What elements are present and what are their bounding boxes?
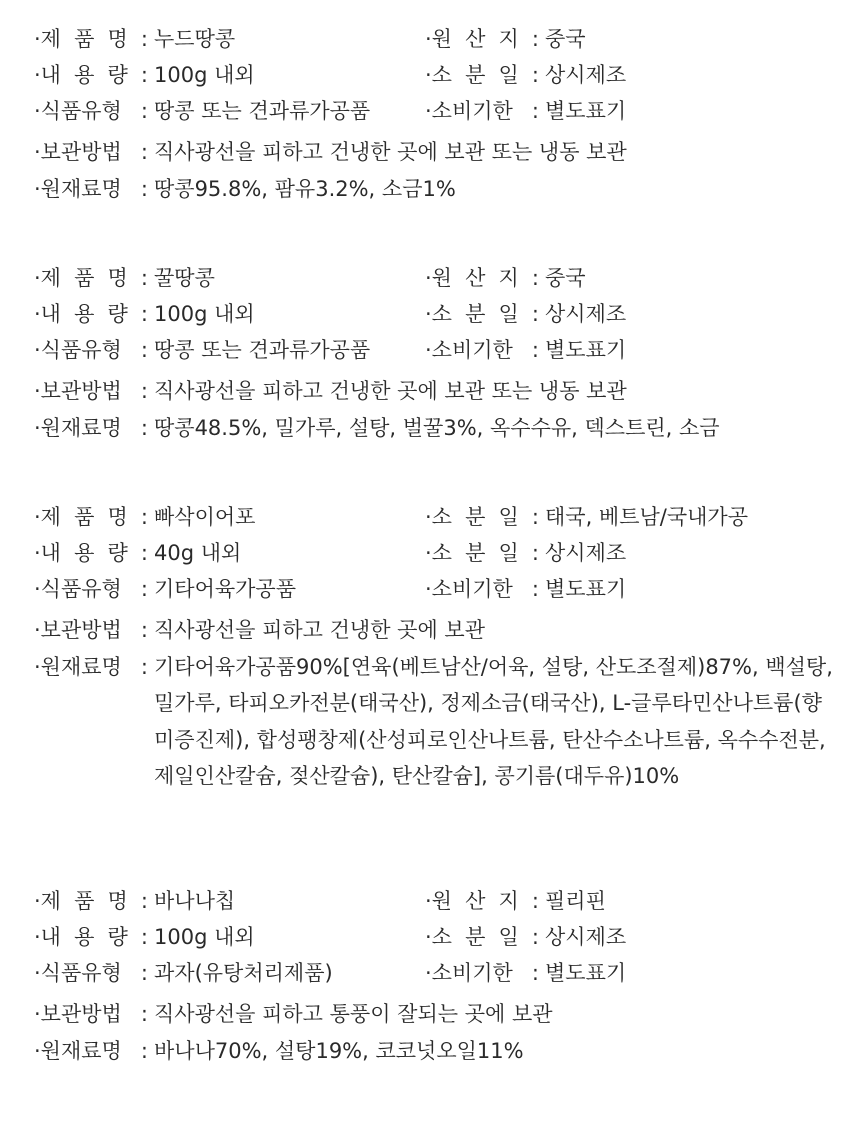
volume-label: ·내 용 량 : (34, 541, 148, 565)
storage-label: ·보관방법 : (34, 618, 148, 642)
volume-value: 100g 내외 (154, 63, 255, 87)
name-row (0, 886, 860, 916)
volume-label: ·내 용 량 : (34, 63, 148, 87)
ingredients-row (0, 174, 860, 204)
origin-label: ·소 분 일 : (425, 505, 539, 529)
storage-label: ·보관방법 : (34, 1002, 148, 1026)
expiry-value: 별도표기 (545, 99, 627, 123)
volume-value: 100g 내외 (154, 925, 255, 949)
type-label: ·식품유형 : (34, 338, 148, 362)
name-value: 바나나칩 (154, 889, 236, 913)
expiry-value: 별도표기 (545, 961, 627, 985)
name-row (0, 502, 860, 532)
ingredients-label: ·원재료명 : (34, 655, 148, 679)
origin-value: 태국, 베트남/국내가공 (545, 505, 748, 529)
type-value: 과자(유탕처리제품) (154, 961, 333, 985)
type-value: 땅콩 또는 견과류가공품 (154, 99, 371, 123)
type-value: 땅콩 또는 견과류가공품 (154, 338, 371, 362)
ingredients-row (0, 652, 860, 842)
storage-row (0, 137, 860, 167)
name-label: ·제 품 명 : (34, 505, 148, 529)
storage-row (0, 615, 860, 645)
name-label: ·제 품 명 : (34, 27, 148, 51)
storage-row (0, 999, 860, 1029)
origin-label: ·원 산 지 : (425, 266, 539, 290)
ingredients-value: 기타어육가공품90%[연육(베트남산/어육, 설탕, 산도조절제)87%, 백설탕, 밀가루, 타피오카전분(태국산), 정제소금(태국산), L-글루타민산나트륨(향미증진제), 합성팽창제(산성피로인산나트륨, 탄산수소나트륨, 옥수수전분, 제일인산칼슘, 젖산칼슘), 탄산칼슘], 콩기름(대두유)10% (154, 655, 833, 789)
storage-value: 직사광선을 피하고 건냉한 곳에 보관 또는 냉동 보관 (154, 379, 627, 403)
split-label: ·소 분 일 : (425, 302, 539, 326)
ingredients-label: ·원재료명 : (34, 177, 148, 201)
expiry-label: ·소비기한 : (425, 99, 539, 123)
type-label: ·식품유형 : (34, 961, 148, 985)
storage-value: 직사광선을 피하고 건냉한 곳에 보관 (154, 618, 485, 642)
origin-value: 필리핀 (545, 889, 606, 913)
expiry-label: ·소비기한 : (425, 961, 539, 985)
volume-row (0, 299, 860, 329)
ingredients-value: 땅콩48.5%, 밀가루, 설탕, 벌꿀3%, 옥수수유, 덱스트린, 소금 (154, 416, 720, 440)
storage-row (0, 376, 860, 406)
volume-row (0, 922, 860, 952)
origin-value: 중국 (545, 266, 586, 290)
volume-label: ·내 용 량 : (34, 302, 148, 326)
type-row (0, 574, 860, 604)
expiry-value: 별도표기 (545, 338, 627, 362)
name-row (0, 24, 860, 54)
type-label: ·식품유형 : (34, 99, 148, 123)
ingredients-label: ·원재료명 : (34, 416, 148, 440)
volume-value: 40g 내외 (154, 541, 242, 565)
name-label: ·제 품 명 : (34, 266, 148, 290)
origin-label: ·원 산 지 : (425, 27, 539, 51)
storage-label: ·보관방법 : (34, 379, 148, 403)
name-value: 누드땅콩 (154, 27, 236, 51)
split-value: 상시제조 (545, 925, 627, 949)
name-value: 빠삭이어포 (154, 505, 256, 529)
ingredients-row (0, 413, 860, 443)
expiry-value: 별도표기 (545, 577, 627, 601)
type-value: 기타어육가공품 (154, 577, 297, 601)
expiry-label: ·소비기한 : (425, 577, 539, 601)
volume-row (0, 538, 860, 568)
ingredients-value: 땅콩95.8%, 팜유3.2%, 소금1% (154, 177, 456, 201)
type-row (0, 96, 860, 126)
origin-value: 중국 (545, 27, 586, 51)
ingredients-row (0, 1036, 860, 1066)
name-row (0, 263, 860, 293)
volume-label: ·내 용 량 : (34, 925, 148, 949)
split-label: ·소 분 일 : (425, 541, 539, 565)
split-value: 상시제조 (545, 302, 627, 326)
split-value: 상시제조 (545, 541, 627, 565)
name-value: 꿀땅콩 (154, 266, 215, 290)
type-row (0, 958, 860, 988)
type-row (0, 335, 860, 365)
expiry-label: ·소비기한 : (425, 338, 539, 362)
split-label: ·소 분 일 : (425, 925, 539, 949)
split-label: ·소 분 일 : (425, 63, 539, 87)
name-label: ·제 품 명 : (34, 889, 148, 913)
type-label: ·식품유형 : (34, 577, 148, 601)
ingredients-label: ·원재료명 : (34, 1039, 148, 1063)
storage-label: ·보관방법 : (34, 140, 148, 164)
volume-row (0, 60, 860, 90)
storage-value: 직사광선을 피하고 통풍이 잘되는 곳에 보관 (154, 1002, 553, 1026)
volume-value: 100g 내외 (154, 302, 255, 326)
ingredients-value: 바나나70%, 설탕19%, 코코넛오일11% (154, 1039, 524, 1063)
split-value: 상시제조 (545, 63, 627, 87)
storage-value: 직사광선을 피하고 건냉한 곳에 보관 또는 냉동 보관 (154, 140, 627, 164)
origin-label: ·원 산 지 : (425, 889, 539, 913)
